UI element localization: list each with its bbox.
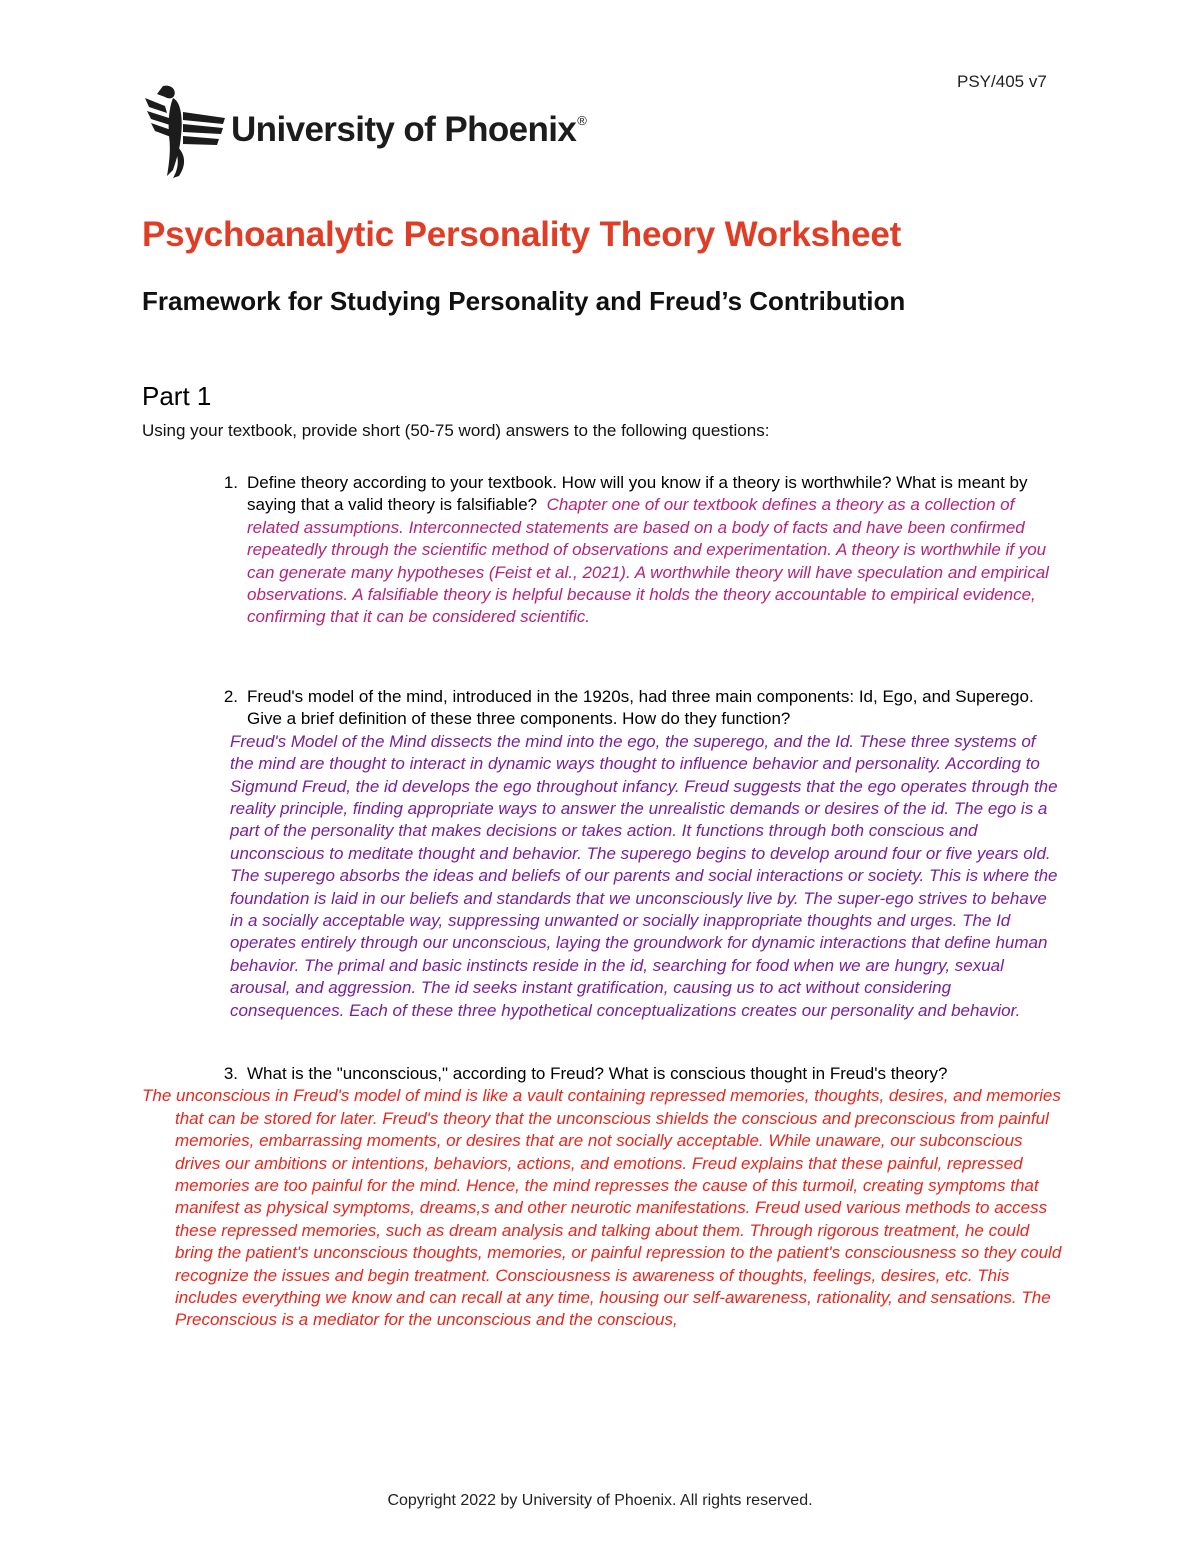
question-2 bbox=[142, 686, 1062, 1022]
copyright-footer: Copyright 2022 by University of Phoenix. All rights reserved. bbox=[387, 1492, 813, 1509]
university-logo bbox=[143, 84, 587, 179]
question-prompt: Define theory according to your textbook. How will you know if a theory is worthwhile? What is meant by saying that a valid theory is falsifiable? bbox=[247, 473, 1028, 515]
phoenix-bird-icon bbox=[143, 84, 227, 179]
page-title: Psychoanalytic Personality Theory Worksheet bbox=[142, 215, 902, 254]
part-heading: Part 1 bbox=[142, 381, 212, 411]
answer-text: Freud's Model of the Mind dissects the mind into the ego, the superego, and the Id. These three systems of the mind are thought to interact in dynamic ways thought to influence behavior and personality. According to Sigmund Freud, the id develops the ego throughout infancy. Freud suggests that the ego operates through the reality principle, finding appropriate ways to answer the unrealistic demands or desires of the id. The ego is a part of the personality that makes decisions or takes action. It functions through both conscious and unconscious to meditate thought and behavior. The superego begins to develop around four or five years old. The superego absorbs the ideas and beliefs of our parents and social interactions or society. This is where the foundation is laid in our beliefs and standards that we unconsciously live by. The super-ego strives to behave in a socially acceptable way, suppressing unwanted or socially inappropriate thoughts and urges. The Id operates entirely through our unconscious, laying the groundwork for dynamic interactions that define human behavior. The primal and basic instincts reside in the id, searching for food when we are hungry, sexual arousal, and aggression. The id seeks instant gratification, causing us to act without considering consequences. Each of these three hypothetical conceptualizations creates our personality and behavior. bbox=[230, 731, 1058, 1020]
question-3 bbox=[142, 1063, 1062, 1332]
instructions: Using your textbook, provide short (50-75 word) answers to the following questions: bbox=[142, 421, 770, 440]
answer-text: Chapter one of our textbook defines a theory as a collection of related assumptions. Interconnected statements are based on a body of facts and have been confirmed repeatedly through the scientific method of observations and experimentation. A theory is worthwhile if you can generate many hypotheses (Feist et al., 2021). A worthwhile theory will have speculation and empirical observations. A falsifiable theory is helpful because it holds the theory accountable to empirical evidence, confirming that it can be considered scientific. bbox=[247, 495, 1049, 627]
question-text bbox=[247, 472, 1055, 629]
question-prompt: What is the "unconscious," according to Freud? What is conscious thought in Freud's theory? bbox=[247, 1064, 948, 1083]
answer-text: The unconscious in Freud's model of mind is like a vault containing repressed memories, thoughts, desires, and memories that can be stored for later. Freud's theory that the unconscious shields the conscious and preconscious from painful memories, embarrassing moments, or desires that are not socially acceptable. While unaware, our subconscious drives our ambitions or intentions, behaviors, actions, and emotions. Freud explains that these painful, repressed memories are too painful for the mind. Hence, the mind represses the cause of this turmoil, creating symptoms that manifest as physical symptoms, dreams,s and other neurotic manifestations. Freud used various methods to access these repressed memories, such as dream analysis and talking about them. Through rigorous treatment, he could bring the patient's unconscious thoughts, memories, or painful repression to the patient's consciousness so they could recognize the issues and begin treatment. Consciousness is awareness of thoughts, feelings, desires, etc. This includes everything we know and can recall at any time, housing our self-awareness, rationality, and sensations. The Preconscious is a mediator for the unconscious and the conscious, bbox=[142, 1086, 1062, 1330]
question-1 bbox=[175, 472, 1055, 629]
question-prompt: Freud's model of the mind, introduced in the 1920s, had three main components: Id, Ego, and Superego. Give a brief definition of these three components. How do they function? bbox=[247, 687, 1034, 729]
registered-mark: ® bbox=[577, 113, 587, 128]
question-number: 3. bbox=[223, 1064, 238, 1083]
question-number: 1. bbox=[223, 473, 238, 492]
question-number: 2. bbox=[223, 687, 238, 706]
section-subtitle: Framework for Studying Personality and Freud’s Contribution bbox=[142, 286, 906, 316]
course-code: PSY/405 v7 bbox=[957, 72, 1047, 91]
logo-wordmark: University of Phoenix® bbox=[231, 110, 587, 149]
